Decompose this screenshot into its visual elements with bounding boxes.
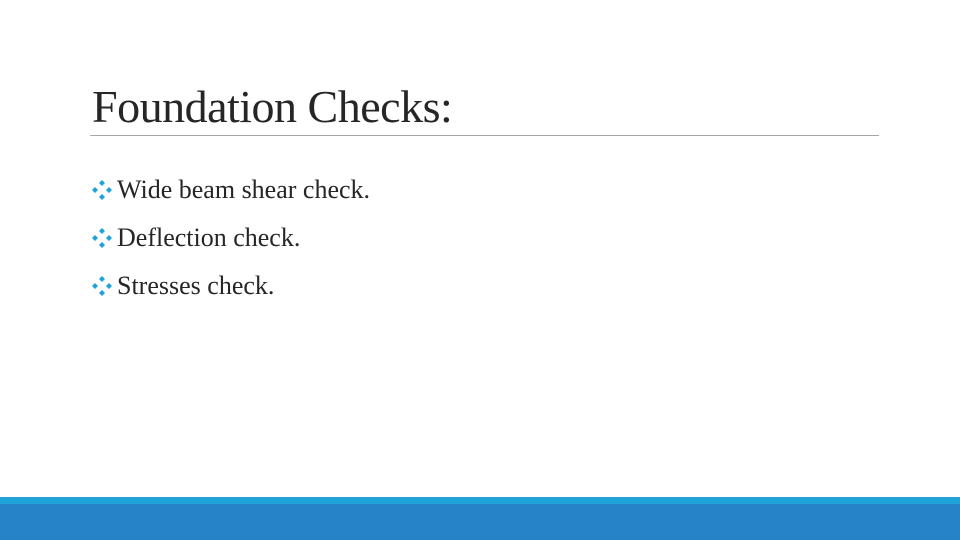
diamond-bullet-icon	[90, 178, 114, 202]
bullet-item-wide-beam-shear	[90, 166, 370, 214]
bullet-text: Wide beam shear check.	[117, 175, 371, 204]
bullet-text: Deflection check.	[117, 223, 301, 252]
bullet-text: Stresses check.	[117, 271, 275, 300]
title-underline-divider	[90, 135, 879, 136]
diamond-bullet-icon	[90, 274, 114, 298]
slide-title: Foundation Checks:	[92, 81, 453, 132]
bullet-item-deflection	[90, 214, 370, 262]
bullet-item-stresses	[90, 262, 370, 310]
diamond-bullet-icon	[90, 226, 114, 250]
footer-bar-highlight	[0, 497, 960, 504]
bullet-list	[90, 166, 370, 310]
